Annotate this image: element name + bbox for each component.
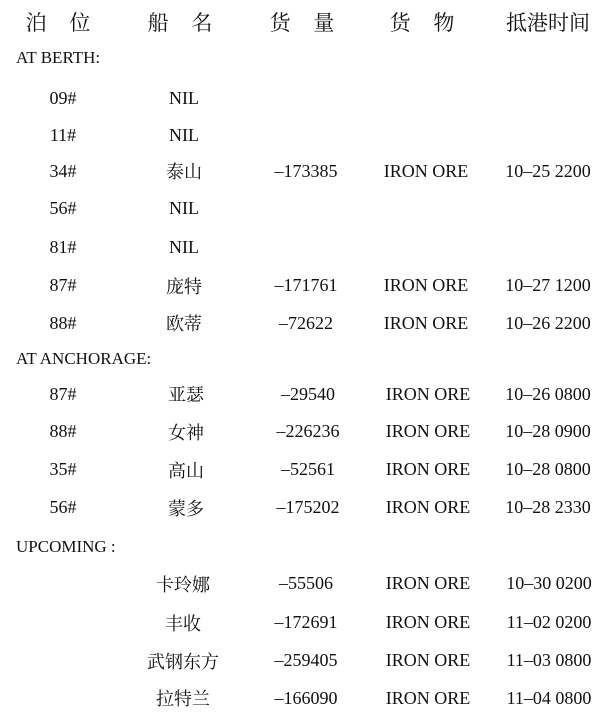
- table-cell-quantity: –226236: [276, 421, 340, 441]
- table-cell-quantity: –72622: [279, 312, 333, 333]
- table-cell-vessel: 武钢东方: [147, 651, 219, 673]
- table-cell-berth: 34#: [49, 160, 77, 181]
- table-cell-eta: 10–26 0800: [505, 383, 591, 404]
- table-cell-cargo: IRON ORE: [383, 312, 469, 333]
- table-cell-berth: 87#: [49, 275, 77, 295]
- header-vessel: 船 名: [147, 11, 221, 35]
- table-cell-quantity: –173385: [274, 160, 338, 181]
- table-cell-berth: [8, 642, 124, 679]
- table-cell-quantity: –172691: [274, 612, 338, 632]
- table-cell-cargo: IRON ORE: [385, 612, 471, 632]
- table-cell-berth: [8, 680, 124, 716]
- table-cell-eta: 10–26 2200: [505, 312, 591, 333]
- table-cell-eta: 10–28 0900: [505, 421, 591, 441]
- table-cell-eta: 11–03 0800: [506, 650, 592, 670]
- table-cell-vessel: 庞特: [166, 276, 202, 298]
- table-cell-cargo: IRON ORE: [385, 687, 471, 708]
- table-cell-vessel: 高山: [168, 460, 204, 482]
- table-cell-quantity: –166090: [274, 687, 338, 708]
- table-cell-eta: [490, 228, 606, 266]
- table-cell-eta: [490, 80, 606, 116]
- table-cell-quantity: –259405: [274, 650, 338, 670]
- table-cell-berth: 81#: [49, 236, 77, 257]
- table-cell-quantity: –29540: [281, 383, 335, 404]
- header-eta: 抵港时间: [506, 11, 590, 35]
- table-cell-quantity: [250, 117, 362, 153]
- table-cell-vessel: NIL: [169, 197, 199, 218]
- table-cell-vessel: 拉特兰: [156, 689, 210, 710]
- table-cell-cargo: IRON ORE: [383, 275, 469, 295]
- table-cell-cargo: IRON ORE: [383, 160, 469, 181]
- table-cell-berth: 88#: [49, 421, 77, 441]
- table-cell-quantity: [250, 228, 362, 266]
- table-cell-eta: 10–27 1200: [505, 275, 591, 295]
- header-cargo: 货 物: [389, 11, 463, 35]
- table-cell-quantity: –52561: [281, 459, 335, 479]
- table-cell-eta: 11–04 0800: [506, 687, 592, 708]
- table-cell-cargo: [370, 117, 482, 153]
- table-cell-vessel: NIL: [169, 124, 199, 145]
- table-cell-cargo: [370, 228, 482, 266]
- table-cell-cargo: IRON ORE: [385, 383, 471, 404]
- table-cell-vessel: NIL: [169, 236, 199, 257]
- table-cell-quantity: [250, 80, 362, 116]
- table-cell-vessel: 欧蒂: [166, 314, 202, 335]
- section-title-at-berth: AT BERTH:: [16, 48, 101, 67]
- table-cell-eta: 11–02 0200: [506, 612, 592, 632]
- table-cell-cargo: IRON ORE: [385, 650, 471, 670]
- table-cell-cargo: IRON ORE: [385, 421, 471, 441]
- header-quantity: 货 量: [269, 11, 343, 35]
- table-cell-cargo: IRON ORE: [385, 497, 471, 517]
- table-cell-berth: 11#: [49, 124, 77, 145]
- table-cell-quantity: –171761: [274, 275, 338, 295]
- table-cell-berth: 88#: [49, 312, 77, 333]
- table-cell-berth: 56#: [49, 197, 77, 218]
- table-cell-eta: 10–28 0800: [505, 459, 591, 479]
- table-cell-quantity: –175202: [276, 497, 340, 517]
- table-cell-vessel: 泰山: [166, 162, 202, 183]
- section-title-at-anchorage: AT ANCHORAGE:: [16, 349, 152, 368]
- table-cell-berth: 35#: [49, 459, 77, 479]
- table-cell-cargo: [370, 80, 482, 116]
- section-title-upcoming: UPCOMING :: [16, 537, 116, 556]
- table-cell-vessel: 女神: [168, 422, 204, 444]
- table-cell-eta: [490, 117, 606, 153]
- table-cell-eta: 10–30 0200: [506, 573, 592, 593]
- table-cell-eta: 10–25 2200: [505, 160, 591, 181]
- table-cell-vessel: 亚瑟: [168, 385, 204, 406]
- table-cell-vessel: 蒙多: [168, 498, 204, 520]
- table-cell-berth: 56#: [49, 497, 77, 517]
- header-berth: 泊 位: [25, 11, 99, 35]
- table-cell-quantity: [250, 190, 362, 226]
- table-cell-berth: 87#: [49, 383, 77, 404]
- table-cell-vessel: 丰收: [165, 613, 201, 635]
- table-cell-berth: [8, 604, 124, 641]
- table-cell-eta: [490, 190, 606, 226]
- table-cell-quantity: –55506: [279, 573, 333, 593]
- table-cell-berth: 09#: [49, 87, 77, 108]
- table-cell-eta: 10–28 2330: [505, 497, 591, 517]
- table-cell-vessel: NIL: [169, 87, 199, 108]
- table-cell-berth: [8, 565, 124, 602]
- table-cell-cargo: IRON ORE: [385, 459, 471, 479]
- table-cell-cargo: [370, 190, 482, 226]
- table-cell-cargo: IRON ORE: [385, 573, 471, 593]
- table-cell-vessel: 卡玲娜: [156, 574, 210, 596]
